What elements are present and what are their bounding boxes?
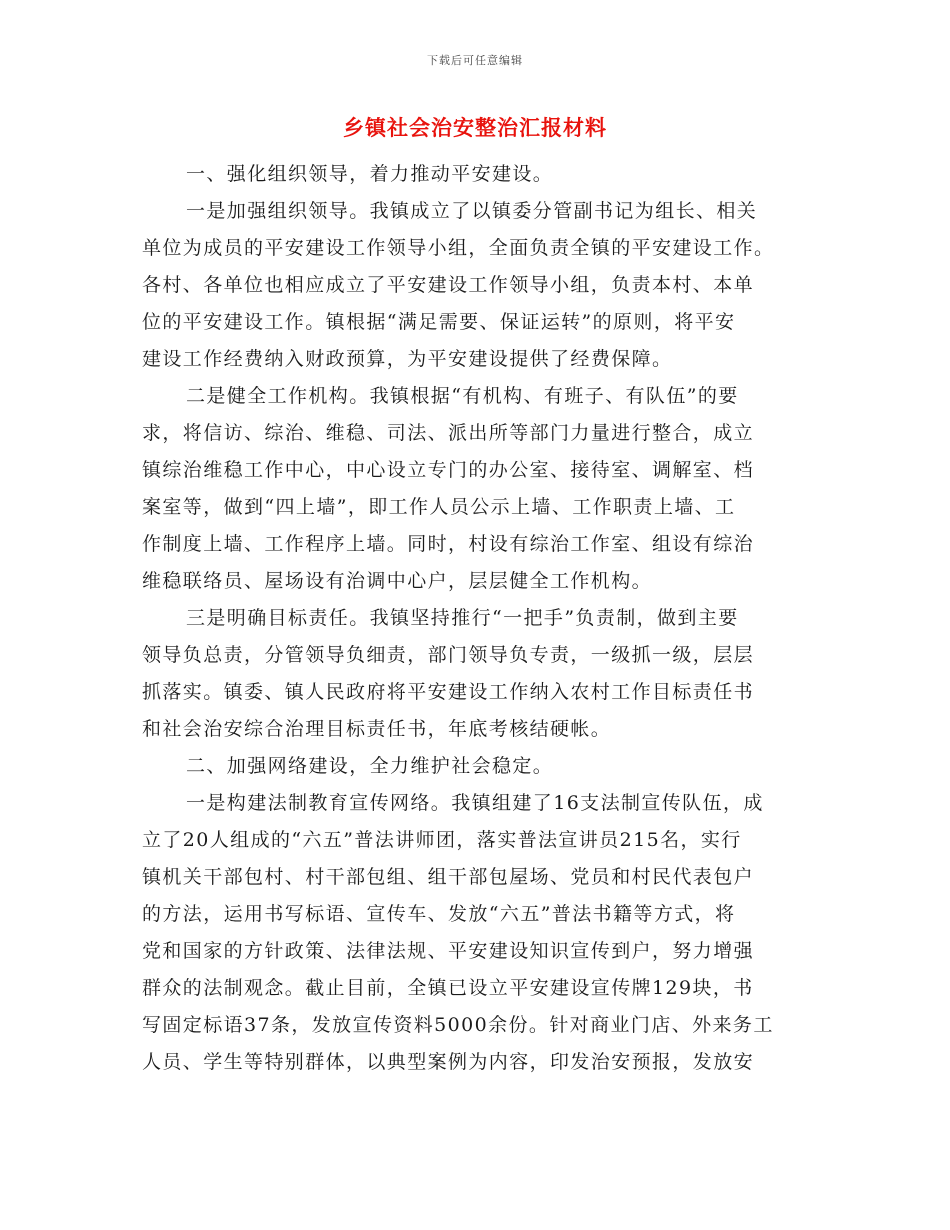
document-title: 乡镇社会治安整治汇报材料 xyxy=(343,115,607,140)
paragraph-line: 作制度上墙、工作程序上墙。同时，村设有综治工作室、组设有综治 xyxy=(142,533,755,555)
paragraph-line: 镇机关干部包村、村干部包组、组干部包屋场、党员和村民代表包户 xyxy=(142,866,755,888)
paragraph-line: 建设工作经费纳入财政预算，为平安建设提供了经费保障。 xyxy=(142,348,673,370)
paragraph-line: 求，将信访、综治、维稳、司法、派出所等部门力量进行整合，成立 xyxy=(142,422,755,444)
paragraph-line: 抓落实。镇委、镇人民政府将平安建设工作纳入农村工作目标责任书 xyxy=(142,681,755,703)
paragraph-line: 领导负总责，分管领导负细责，部门领导负专责，一级抓一级，层层 xyxy=(142,644,755,666)
paragraph-line: 维稳联络员、屋场设有治调中心户，层层健全工作机构。 xyxy=(142,570,653,592)
paragraph-line: 三是明确目标责任。我镇坚持推行“一把手”负责制，做到主要 xyxy=(186,607,739,629)
paragraph-line: 位的平安建设工作。镇根据“满足需要、保证运转”的原则，将平安 xyxy=(142,311,736,333)
paragraph-line: 一、强化组织领导，着力推动平安建设。 xyxy=(186,163,554,185)
paragraph-line: 群众的法制观念。截止目前，全镇已设立平安建设宣传牌129块，书 xyxy=(142,977,754,999)
paragraph-line: 二是健全工作机构。我镇根据“有机构、有班子、有队伍”的要 xyxy=(186,385,739,407)
paragraph-line: 人员、学生等特别群体，以典型案例为内容，印发治安预报，发放安 xyxy=(142,1051,755,1073)
paragraph-line: 立了20人组成的“六五”普法讲师团，落实普法宣讲员215名，实行 xyxy=(142,829,742,851)
document-body xyxy=(142,156,810,1081)
paragraph-line: 和社会治安综合治理目标责任书，年底考核结硬帐。 xyxy=(142,718,612,740)
paragraph-line: 一是构建法制教育宣传网络。我镇组建了16支法制宣传队伍，成 xyxy=(186,792,764,814)
paragraph-line: 单位为成员的平安建设工作领导小组，全面负责全镇的平安建设工作。 xyxy=(142,237,775,259)
paragraph-line: 各村、各单位也相应成立了平安建设工作领导小组，负责本村、本单 xyxy=(142,274,755,296)
paragraph-line: 写固定标语37条，发放宣传资料5000余份。针对商业门店、外来务工 xyxy=(142,1014,774,1036)
paragraph-line: 党和国家的方针政策、法律法规、平安建设知识宣传到户，努力增强 xyxy=(142,940,755,962)
page-header: 下载后可任意编辑 xyxy=(427,54,523,67)
paragraph-line: 的方法，运用书写标语、宣传车、发放“六五”普法书籍等方式，将 xyxy=(142,903,736,925)
paragraph-line: 镇综治维稳工作中心，中心设立专门的办公室、接待室、调解室、档 xyxy=(142,459,755,481)
paragraph-line: 案室等，做到“四上墙”，即工作人员公示上墙、工作职责上墙、工 xyxy=(142,496,736,518)
paragraph-line: 二、加强网络建设，全力维护社会稳定。 xyxy=(186,755,554,777)
paragraph-line: 一是加强组织领导。我镇成立了以镇委分管副书记为组长、相关 xyxy=(186,200,758,222)
